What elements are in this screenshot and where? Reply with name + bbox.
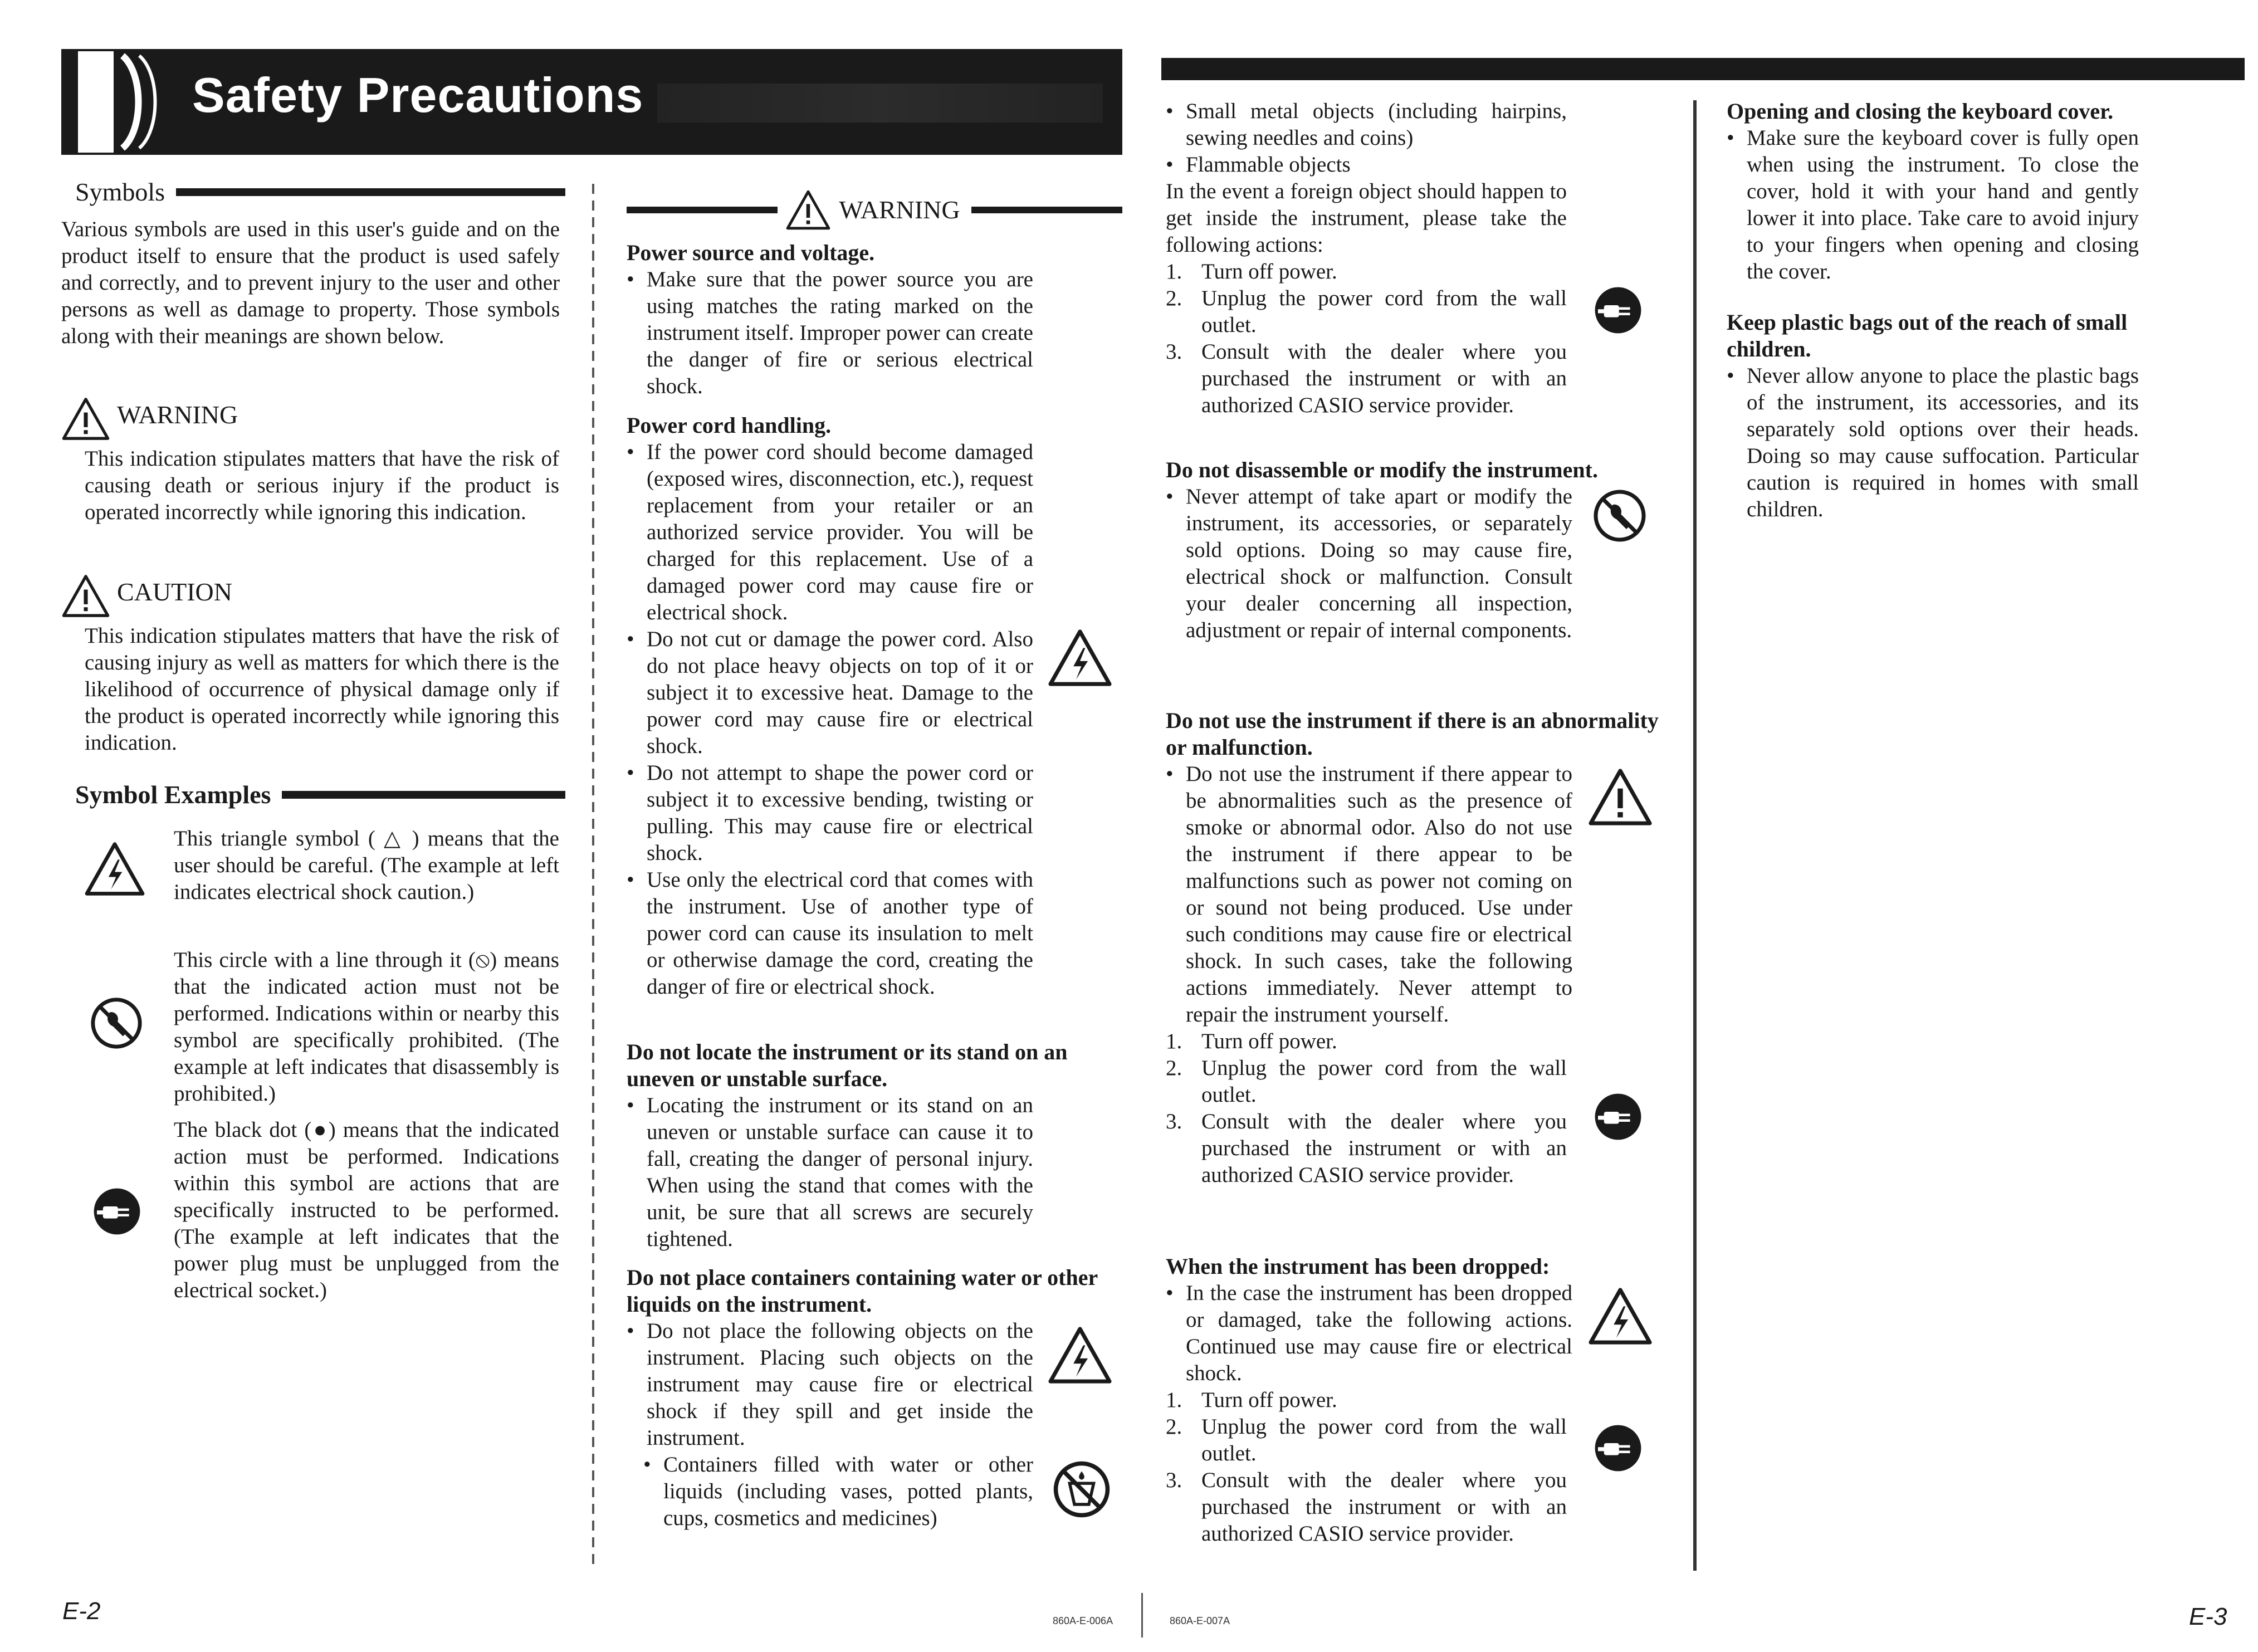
warning-triangle-icon bbox=[61, 397, 110, 441]
column-divider-2 bbox=[1693, 100, 1697, 1571]
list-item: • Do not use the instrument if there appear to be abnormalities such as the presence of smoke or abnormal odor. Also do not use the instrument if there appear to be malfunctions such as power not coming on or sound not being produced. Use under such conditions may cause fire or electrical shock. In such cases, take the following actions immediately. Never attempt to repair the instrument yourself. bbox=[1166, 761, 1572, 1028]
symbols-section bbox=[75, 177, 565, 207]
list-item: • If the power cord should become damaged (exposed wires, disconnection, etc.), request replacement from your retailer or an authorized service provider. You will be charged for this replacement. Use of a damaged power cord may cause fire or electrical shock. bbox=[627, 439, 1033, 626]
power-source-heading: Power source and voltage. bbox=[627, 240, 875, 265]
list-item: • Make sure the keyboard cover is fully open when using the instrument. To close the cover, hold it with your hand and gently lower it into place. Take care to avoid injury to your fingers when opening and closing the cover. bbox=[1727, 125, 2139, 285]
list-item: • In the case the instrument has been dropped or damaged, take the following actions. Continued use may cause fire or electrical shock. bbox=[1166, 1280, 1572, 1387]
warning-label: WARNING bbox=[117, 400, 238, 429]
list-item: • Do not cut or damage the power cord. Also do not place heavy objects on top of it or subject it to excessive heat. Damage to the power cord may cause fire or electrical shock. bbox=[627, 626, 1033, 760]
step-item: 3. Consult with the dealer where you purchased the instrument or with an authorized CASIO service provider. bbox=[1166, 1468, 1567, 1546]
banner-bracket-icon bbox=[78, 51, 178, 153]
dropped-heading: When the instrument has been dropped: bbox=[1166, 1254, 1550, 1279]
shock-warning-icon-2 bbox=[1047, 1326, 1113, 1385]
warning-header bbox=[627, 189, 1122, 231]
shock-warning-icon-3 bbox=[1587, 768, 1653, 827]
step-item: 3. Consult with the dealer where you purchased the instrument or with an authorized CASIO service provider. bbox=[1166, 1110, 1567, 1187]
symbol-examples-section bbox=[75, 780, 565, 810]
shock-warning-icon-4 bbox=[1587, 1287, 1653, 1346]
step-item: 1. Turn off power. bbox=[1166, 1388, 1337, 1412]
list-item: • Do not attempt to shape the power cord or subject it to excessive bending, twisting or pulling. This may cause fire or electrical shock. bbox=[627, 760, 1033, 867]
no-water-icon bbox=[1052, 1459, 1112, 1519]
column-divider bbox=[592, 184, 594, 1565]
disassemble-block bbox=[1166, 457, 1667, 644]
disassemble-heading: Do not disassemble or modify the instrument. bbox=[1166, 457, 1598, 482]
bags-heading: Keep plastic bags out of the reach of small children. bbox=[1727, 310, 2128, 361]
shock-warning-icon bbox=[1047, 628, 1113, 687]
example-triangle-text: This triangle symbol ( △ ) means that the user should be careful. (The example at left indicates electrical shock caution.) bbox=[174, 827, 559, 904]
warning-header-icon bbox=[785, 189, 831, 231]
caution-label: CAUTION bbox=[117, 578, 232, 606]
unplug-icon-4 bbox=[1593, 1423, 1643, 1473]
objects-block bbox=[1166, 98, 1567, 419]
unplug-icon bbox=[92, 1186, 142, 1236]
code-right: 860A-E-007A bbox=[1170, 1615, 1230, 1626]
list-item: • Flammable objects bbox=[1166, 151, 1567, 178]
warning-heading: WARNING bbox=[839, 195, 960, 224]
step-item: 2. Unplug the power cord from the wall outlet. bbox=[1166, 1415, 1567, 1465]
shock-triangle-icon bbox=[84, 841, 146, 897]
cover-block bbox=[1727, 98, 2167, 285]
example-dot-text: The black dot (●) means that the indicated action must be performed. Indications within this symbol are actions that are specifically instructed to be performed. (The example at left indicates that the power plug must be unplugged from the electrical socket.) bbox=[174, 1118, 559, 1302]
list-item: • Small metal objects (including hairpins, sewing needles and coins) bbox=[1166, 98, 1567, 151]
stand-block bbox=[627, 1039, 1128, 1253]
list-item: • Use only the electrical cord that comes with the instrument. Use of another type of power cord can cause its insulation to melt or otherwise damage the cord, creating the danger of fire or electrical shock. bbox=[627, 867, 1033, 1000]
list-item: • Do not place the following objects on the instrument. Placing such objects on the instrument may cause fire or electrical shock if they spill and get inside the instrument. bbox=[627, 1318, 1033, 1451]
power-source-block bbox=[627, 240, 1033, 400]
caution-triangle-icon bbox=[61, 574, 110, 618]
page-number-left: E-2 bbox=[62, 1597, 101, 1625]
step-item: 2. Unplug the power cord from the wall outlet. bbox=[1166, 286, 1567, 337]
step-item: 1. Turn off power. bbox=[1166, 260, 1337, 284]
step-item: 1. Turn off power. bbox=[1166, 1029, 1337, 1053]
abnormality-heading: Do not use the instrument if there is an abnormality or malfunction. bbox=[1166, 708, 1659, 760]
unplug-icon-2 bbox=[1593, 285, 1643, 335]
list-item: • Containers filled with water or other liquids (including vases, potted plants, cups, cosmetics and medicines) bbox=[643, 1451, 1033, 1532]
warning-rule-left bbox=[627, 207, 778, 213]
examples-rule bbox=[282, 791, 565, 799]
code-left: 860A-E-006A bbox=[1053, 1615, 1113, 1626]
page-number-right: E-3 bbox=[2189, 1603, 2227, 1630]
liquids-heading: Do not place containers containing water or other liquids on the instrument. bbox=[627, 1265, 1098, 1317]
list-item: • Locating the instrument or its stand on an uneven or unstable surface can cause it to fall, creating the danger of personal injury. When using the stand that comes with the unit, be sure that all screws are securely tightened. bbox=[627, 1092, 1033, 1253]
stand-heading: Do not locate the instrument or its stand on an uneven or unstable surface. bbox=[627, 1039, 1068, 1091]
symbols-rule bbox=[176, 188, 565, 196]
power-cord-heading: Power cord handling. bbox=[627, 413, 832, 438]
fold-line bbox=[1141, 1593, 1143, 1638]
list-item: • Never attempt of take apart or modify the instrument, its accessories, or separately sold options. Doing so may cause fire, electrical shock or malfunction. Consult your dealer concerning all inspection, adjustment or repair of internal components. bbox=[1166, 483, 1572, 644]
cover-heading: Opening and closing the keyboard cover. bbox=[1727, 99, 2114, 124]
step-item: 3. Consult with the dealer where you purchased the instrument or with an authorized CASIO service provider. bbox=[1166, 340, 1567, 417]
symbol-examples-heading: Symbol Examples bbox=[75, 780, 271, 809]
power-cord-block bbox=[627, 412, 1033, 1000]
page-title: Safety Precautions bbox=[192, 67, 644, 123]
no-disassembly-icon-2 bbox=[1592, 488, 1648, 544]
symbols-intro: Various symbols are used in this user's guide and on the product itself to ensure that the product is used safely and correctly, and to prevent injury to the user and other persons as well as damage to property. Those symbols along with their meanings are shown below. bbox=[61, 217, 560, 348]
unplug-icon-3 bbox=[1593, 1092, 1643, 1142]
top-rule-bar bbox=[1161, 58, 2231, 80]
warning-rule-right bbox=[971, 207, 1122, 213]
example-circle-text: This circle with a line through it (⦸) means that the indicated action must not be performed. Indications within or nearby this symbol are specifically prohibited. (The example at left indicates that disassembly is prohibited.) bbox=[174, 948, 559, 1106]
symbols-heading: Symbols bbox=[75, 178, 165, 206]
list-item: • Never allow anyone to place the plastic bags of the instrument, its accessories, and its separately sold options over their heads. Doing so may cause suffocation. Particular caution is required in homes with small children. bbox=[1727, 363, 2139, 523]
caution-text: This indication stipulates matters that have the risk of causing injury as well as matters for which there is the likelihood of occurrence of physical damage only if the product is operated incorrectly while ignoring this indication. bbox=[85, 624, 559, 755]
bags-block bbox=[1727, 309, 2178, 523]
no-disassembly-icon bbox=[89, 996, 144, 1050]
foreign-object-text: In the event a foreign object should happen to get inside the instrument, please take the following actions: bbox=[1166, 179, 1567, 257]
banner-ghost-text bbox=[657, 84, 1103, 123]
list-item: • Make sure that the power source you are using matches the rating marked on the instrument itself. Improper power can create the danger of fire or serious electrical shock. bbox=[627, 266, 1033, 400]
step-item: 2. Unplug the power cord from the wall outlet. bbox=[1166, 1056, 1567, 1107]
bar-end-icon bbox=[2128, 53, 2245, 85]
warning-text: This indication stipulates matters that have the risk of causing death or serious injury if the product is operated incorrectly while ignoring this indication. bbox=[85, 447, 559, 524]
